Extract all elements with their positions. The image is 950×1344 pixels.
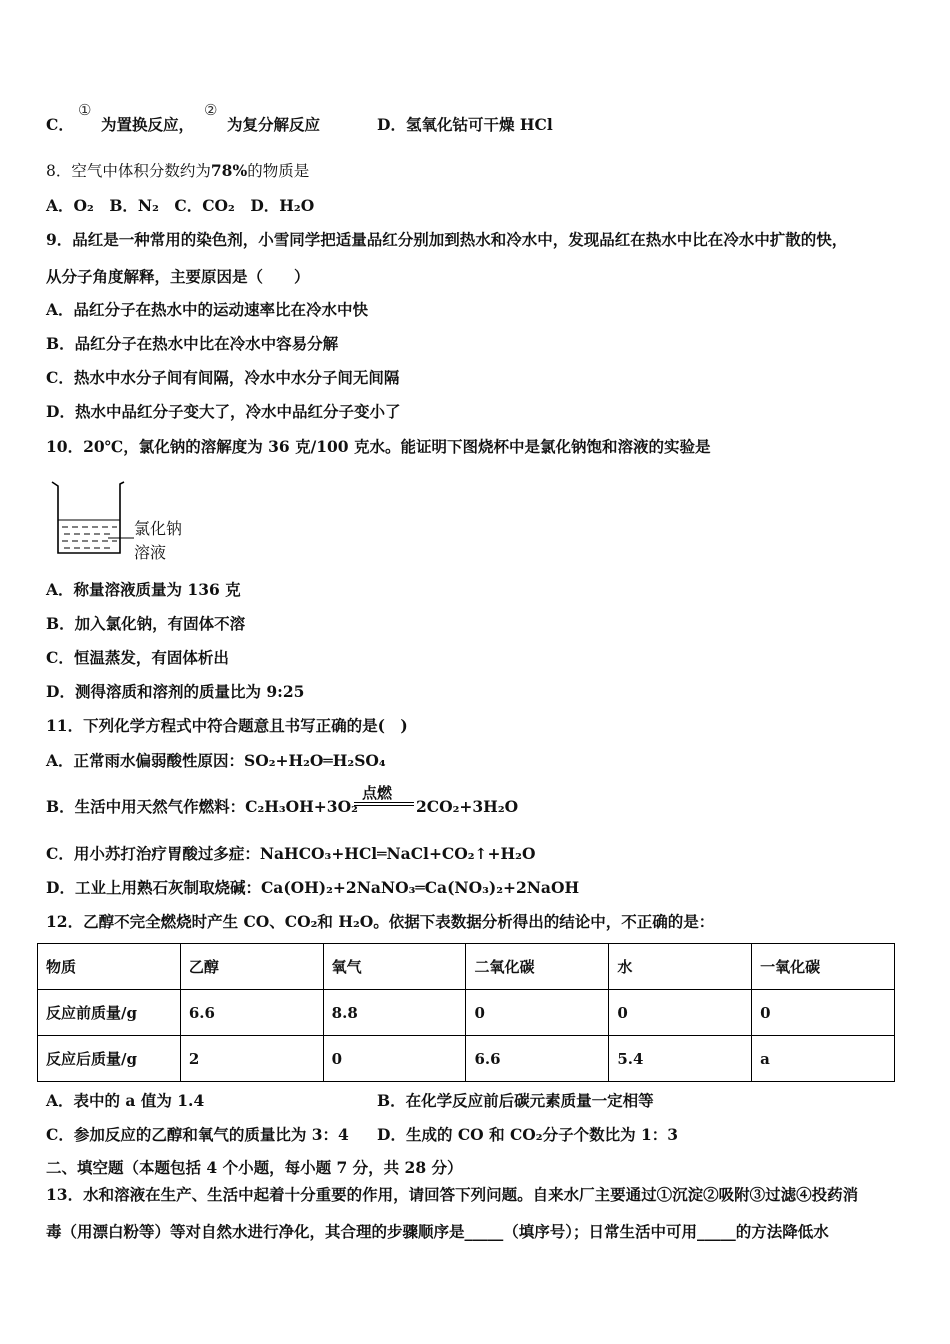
table-cell: 反应前质量/g: [38, 990, 181, 1036]
q9-option-b: B．品红分子在热水中比在冷水中容易分解: [46, 334, 339, 353]
table-cell: 5.4: [609, 1036, 752, 1082]
table-cell: 0: [609, 990, 752, 1036]
q11-option-b-right: 2CO₂+3H₂O: [416, 797, 519, 816]
section-heading: 二、填空题（本题包括 4 个小题，每小题 7 分，共 28 分）: [46, 1158, 463, 1177]
q12-option-d: D．生成的 CO 和 CO₂分子个数比为 1：3: [377, 1125, 679, 1144]
q13-line1: 13．水和溶液在生产、生活中起着十分重要的作用，请回答下列问题。自来水厂主要通过①沉淀②吸附③过滤④投药消: [46, 1185, 859, 1204]
table-cell: 6.6: [466, 1036, 609, 1082]
table-cell: 一氧化碳: [752, 944, 895, 990]
q9-option-c: C．热水中水分子间有间隔，冷水中水分子间无间隔: [46, 368, 400, 387]
q11-stem: 11．下列化学方程式中符合题意且书写正确的是( ): [46, 716, 408, 735]
q10-stem: 10．20℃，氯化钠的溶解度为 36 克/100 克水。能证明下图烧杯中是氯化钠饱和溶液的实验是: [46, 437, 711, 456]
ignition-condition: 点燃: [362, 784, 393, 802]
q10-option-a: A．称量溶液质量为 136 克: [46, 580, 241, 599]
beaker-label-line1: 氯化钠: [134, 519, 183, 538]
q9-option-d: D．热水中品红分子变大了，冷水中品红分子变小了: [46, 402, 401, 421]
q10-option-b: B．加入氯化钠，有固体不溶: [46, 614, 246, 633]
q7-option-d: D．氢氧化钴可干燥 HCl: [377, 115, 553, 134]
circle-2-mark: ②: [204, 101, 218, 119]
table-cell: 物质: [38, 944, 181, 990]
q7-c-mid: 为置换反应，: [101, 115, 195, 134]
reaction-equals-bar: [354, 802, 414, 806]
table-cell: 6.6: [180, 990, 323, 1036]
table-cell: 氧气: [323, 944, 466, 990]
q7-c-end: 为复分解反应: [227, 115, 321, 134]
q9-option-a: A．品红分子在热水中的运动速率比在冷水中快: [46, 300, 369, 319]
q11-option-d: D．工业上用熟石灰制取烧碱：Ca(OH)₂+2NaNO₃═Ca(NO₃)₂+2NaOH: [46, 878, 580, 897]
q8-stem: [46, 161, 309, 181]
table-row: [38, 944, 895, 990]
q8-stem-c: 的物质是: [247, 162, 310, 180]
table-cell: 水: [609, 944, 752, 990]
q8-stem-b: 78%: [210, 161, 248, 180]
table-cell: 0: [323, 1036, 466, 1082]
beaker-label-line2: 溶液: [134, 543, 167, 562]
q13-line2: 毒（用漂白粉等）等对自然水进行净化，其合理的步骤顺序是_____（填序号）；日常生活中可用_____的方法降低水: [46, 1222, 829, 1241]
table-row: [38, 1036, 895, 1082]
q12-option-a: A．表中的 a 值为 1.4: [46, 1091, 205, 1110]
table-cell: 0: [752, 990, 895, 1036]
table-cell: 反应后质量/g: [38, 1036, 181, 1082]
q12-stem: 12．乙醇不完全燃烧时产生 CO、CO₂和 H₂O。依据下表数据分析得出的结论中，不正确的是：: [46, 912, 715, 931]
table-cell: 8.8: [323, 990, 466, 1036]
circle-1-mark: ①: [78, 101, 92, 119]
table-cell: 2: [180, 1036, 323, 1082]
q8-options: A．O₂ B．N₂ C．CO₂ D．H₂O: [46, 196, 315, 215]
table-cell: 乙醇: [180, 944, 323, 990]
q9-stem-line1: 9．品红是一种常用的染色剂，小雪同学把适量品红分别加到热水和冷水中，发现品红在热水中比在冷水中扩散的快，: [46, 230, 848, 249]
q12-option-b: B．在化学反应前后碳元素质量一定相等: [377, 1091, 654, 1110]
table-row: [38, 990, 895, 1036]
table-cell: a: [752, 1036, 895, 1082]
table-cell: 0: [466, 990, 609, 1036]
q12-option-c: C．参加反应的乙醇和氧气的质量比为 3：4: [46, 1125, 349, 1144]
q11-option-a: A．正常雨水偏弱酸性原因：SO₂+H₂O═H₂SO₄: [46, 751, 386, 770]
q10-option-d: D．测得溶质和溶剂的质量比为 9:25: [46, 682, 305, 701]
q11-option-b-left: B．生活中用天然气作燃料：C₂H₃OH+3O₂: [46, 797, 358, 816]
q8-stem-a: 8．空气中体积分数约为: [46, 162, 211, 180]
q10-option-c: C．恒温蒸发，有固体析出: [46, 648, 229, 667]
q9-stem-line2: 从分子角度解释，主要原因是（ ）: [46, 267, 310, 286]
q11-option-c: C．用小苏打治疗胃酸过多症：NaHCO₃+HCl═NaCl+CO₂↑+H₂O: [46, 844, 536, 863]
mass-data-table: [37, 943, 895, 1082]
q7-c-prefix: C．: [46, 115, 74, 134]
table-cell: 二氧化碳: [466, 944, 609, 990]
beaker-diagram: [50, 478, 140, 558]
